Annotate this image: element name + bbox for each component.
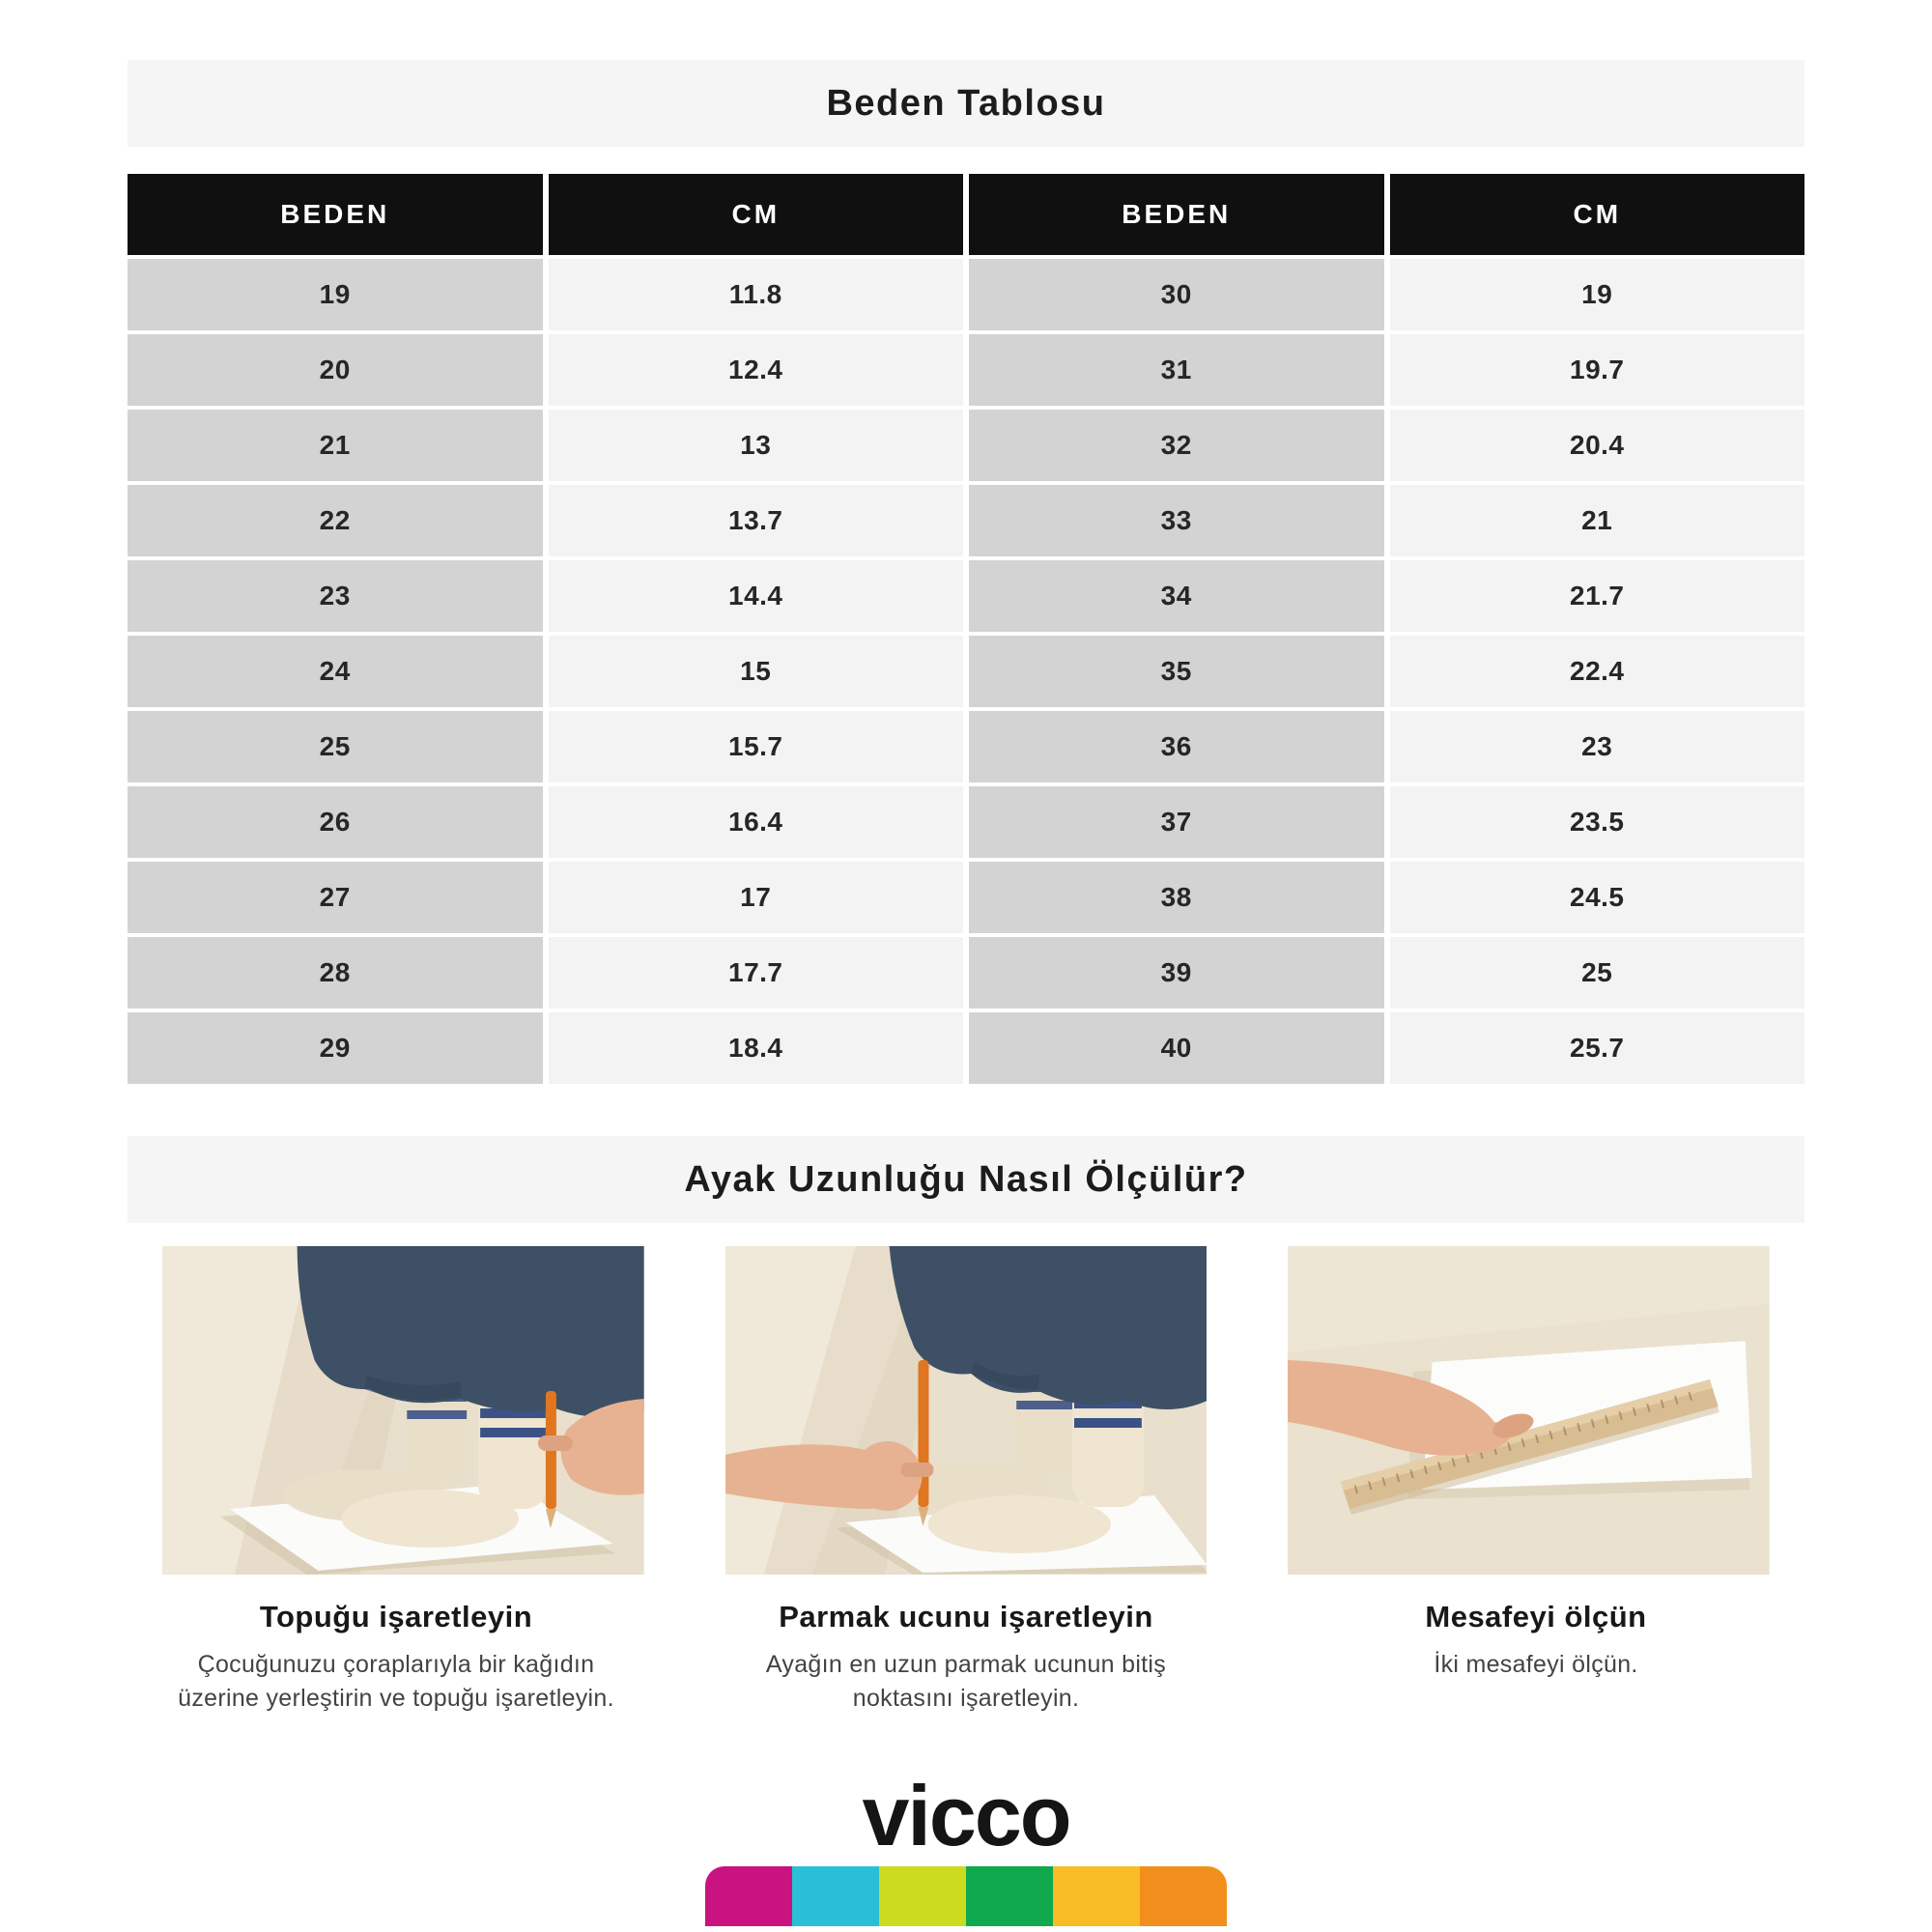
size-cell: 39 [969,937,1384,1009]
size-cell: 34 [969,560,1384,632]
brand-bar-segment [1140,1866,1227,1926]
caption-description: Çocuğunuzu çoraplarıyla bir kağıdın üzerine yerleştirin ve topuğu işaretleyin. [178,1651,614,1712]
caption-measure-distance [1285,1600,1787,1716]
cm-cell: 23 [1390,711,1805,782]
caption-title: Topuğu işaretleyin [259,1600,533,1634]
caption-title: Parmak ucunu işaretleyin [779,1600,1153,1634]
caption-mark-heel [145,1600,647,1716]
caption-title: Mesafeyi ölçün [1425,1600,1647,1634]
size-cell: 21 [128,410,543,481]
cm-cell: 15.7 [549,711,964,782]
size-cell: 24 [128,636,543,707]
size-cell: 35 [969,636,1384,707]
size-cell: 28 [128,937,543,1009]
cm-cell: 21 [1390,485,1805,556]
measure-distance-photo [1288,1246,1770,1575]
cm-cell: 17 [549,862,964,933]
column-header-cm: CM [549,174,964,255]
brand-bar-segment [705,1866,792,1926]
size-cell: 27 [128,862,543,933]
size-cell: 33 [969,485,1384,556]
cm-cell: 22.4 [1390,636,1805,707]
instruction-captions [145,1600,1787,1716]
size-cell: 30 [969,259,1384,330]
size-cell: 25 [128,711,543,782]
caption-description: İki mesafeyi ölçün. [1434,1651,1638,1678]
measure-section-title: Ayak Uzunluğu Nasıl Ölçülür? [128,1136,1804,1223]
brand-bar-segment [879,1866,966,1926]
mark-toe-photo [725,1246,1208,1575]
brand-wordmark: vicco [862,1768,1070,1863]
size-cell: 29 [128,1012,543,1084]
cm-cell: 19 [1390,259,1805,330]
cm-cell: 23.5 [1390,786,1805,858]
cm-cell: 17.7 [549,937,964,1009]
brand-bar-segment [792,1866,879,1926]
cm-cell: 19.7 [1390,334,1805,406]
column-header-beden: BEDEN [128,174,543,255]
size-cell: 37 [969,786,1384,858]
size-cell: 38 [969,862,1384,933]
size-cell: 22 [128,485,543,556]
cm-cell: 20.4 [1390,410,1805,481]
size-cell: 36 [969,711,1384,782]
cm-cell: 16.4 [549,786,964,858]
size-cell: 23 [128,560,543,632]
cm-cell: 25 [1390,937,1805,1009]
cm-cell: 18.4 [549,1012,964,1084]
cm-cell: 15 [549,636,964,707]
instruction-photos [162,1246,1770,1575]
brand-bar-segment [1053,1866,1140,1926]
size-chart-title: Beden Tablosu [128,60,1804,147]
cm-cell: 24.5 [1390,862,1805,933]
cm-cell: 12.4 [549,334,964,406]
size-cell: 40 [969,1012,1384,1084]
cm-cell: 14.4 [549,560,964,632]
cm-cell: 13 [549,410,964,481]
size-cell: 26 [128,786,543,858]
size-cell: 19 [128,259,543,330]
size-cell: 32 [969,410,1384,481]
size-cell: 31 [969,334,1384,406]
size-cell: 20 [128,334,543,406]
column-header-beden: BEDEN [969,174,1384,255]
cm-cell: 25.7 [1390,1012,1805,1084]
brand-footer [0,1768,1932,1926]
caption-description: Ayağın en uzun parmak ucunun bitiş noktasını işaretleyin. [765,1651,1167,1712]
caption-mark-toe [715,1600,1217,1716]
size-table [128,174,1804,1084]
brand-bar-segment [966,1866,1053,1926]
column-header-cm: CM [1390,174,1805,255]
cm-cell: 13.7 [549,485,964,556]
cm-cell: 11.8 [549,259,964,330]
mark-heel-photo [162,1246,644,1575]
brand-color-bar [705,1866,1227,1926]
cm-cell: 21.7 [1390,560,1805,632]
